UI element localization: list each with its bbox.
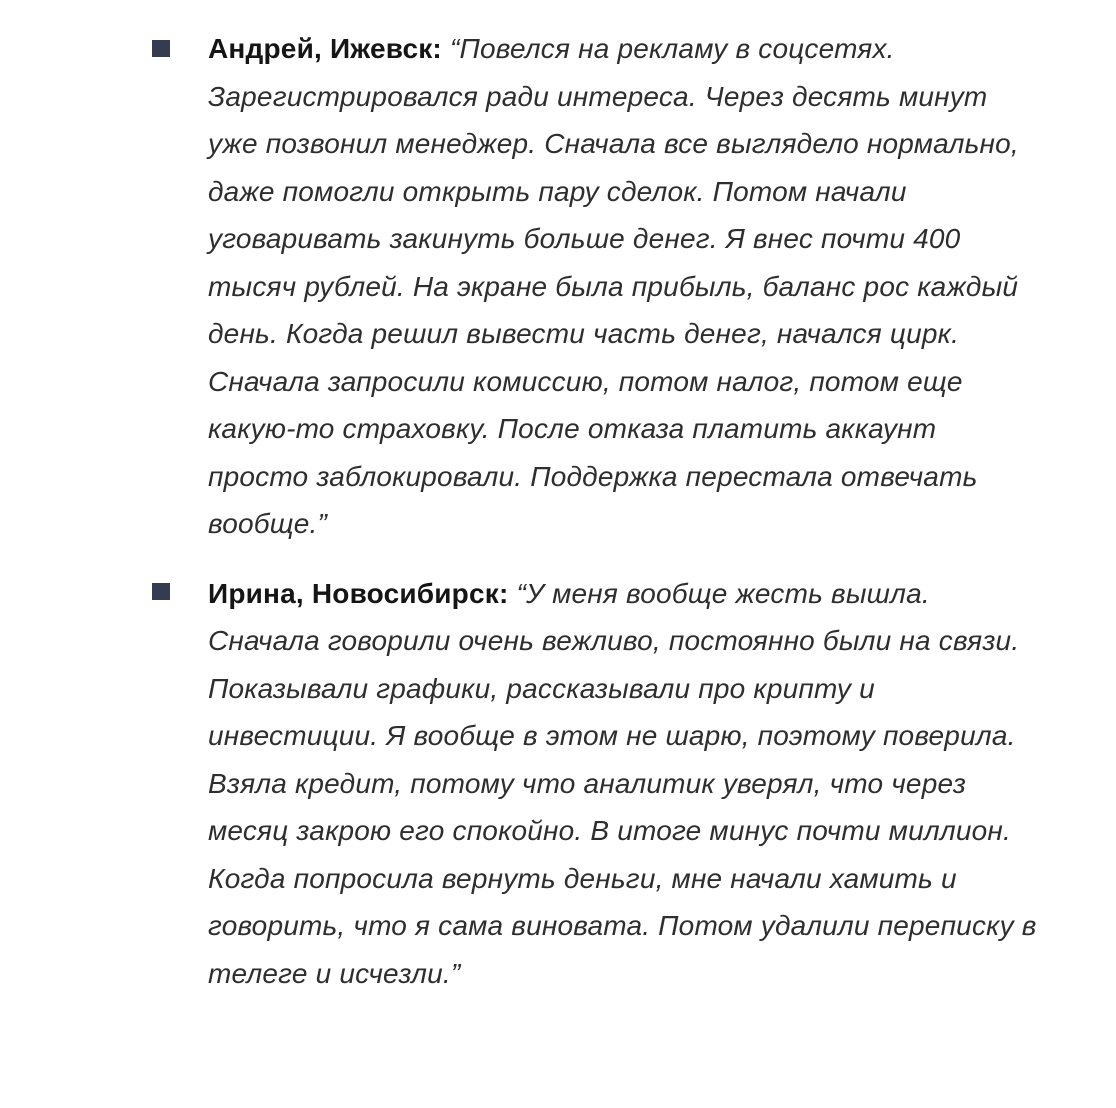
review-item-irina bbox=[0, 548, 1038, 998]
review-item-andrey bbox=[0, 0, 1038, 548]
review-author: Ирина, Новосибирск: bbox=[208, 577, 517, 609]
review-quote: “Повелся на рекламу в соцсетях. Зарегистрировался ради интереса. Через десять минут уже позвонил менеджер. Сначала все выглядело нормально, даже помогли открыть пару сделок. Потом начали уговаривать закинуть больше денег. Я внес почти 400 тысяч рублей. На экране была прибыль, баланс рос каждый день. Когда решил вывести часть денег, начался цирк. Сначала запросили комиссию, потом налог, потом еще какую-то страховку. После отказа платить аккаунт просто заблокировали. Поддержка перестала отвечать вообще.” bbox=[208, 33, 1019, 539]
review-author: Андрей, Ижевск: bbox=[208, 33, 450, 64]
review-quote: “У меня вообще жесть вышла. Сначала говорили очень вежливо, постоянно были на связи. Показывали графики, рассказывали про крипту и инвестиции. Я вообще в этом не шарю, поэтому поверила. Взяла кредит, потому что аналитик уверял, что через месяц закрою его спокойно. В итоге минус почти миллион. Когда попросила вернуть деньги, мне начали хамить и говорить, что я сама виновата. Потом удалили переписку в телеге и исчезли.” bbox=[208, 577, 1037, 989]
square-bullet-icon bbox=[152, 40, 170, 57]
square-bullet-icon bbox=[152, 583, 170, 600]
